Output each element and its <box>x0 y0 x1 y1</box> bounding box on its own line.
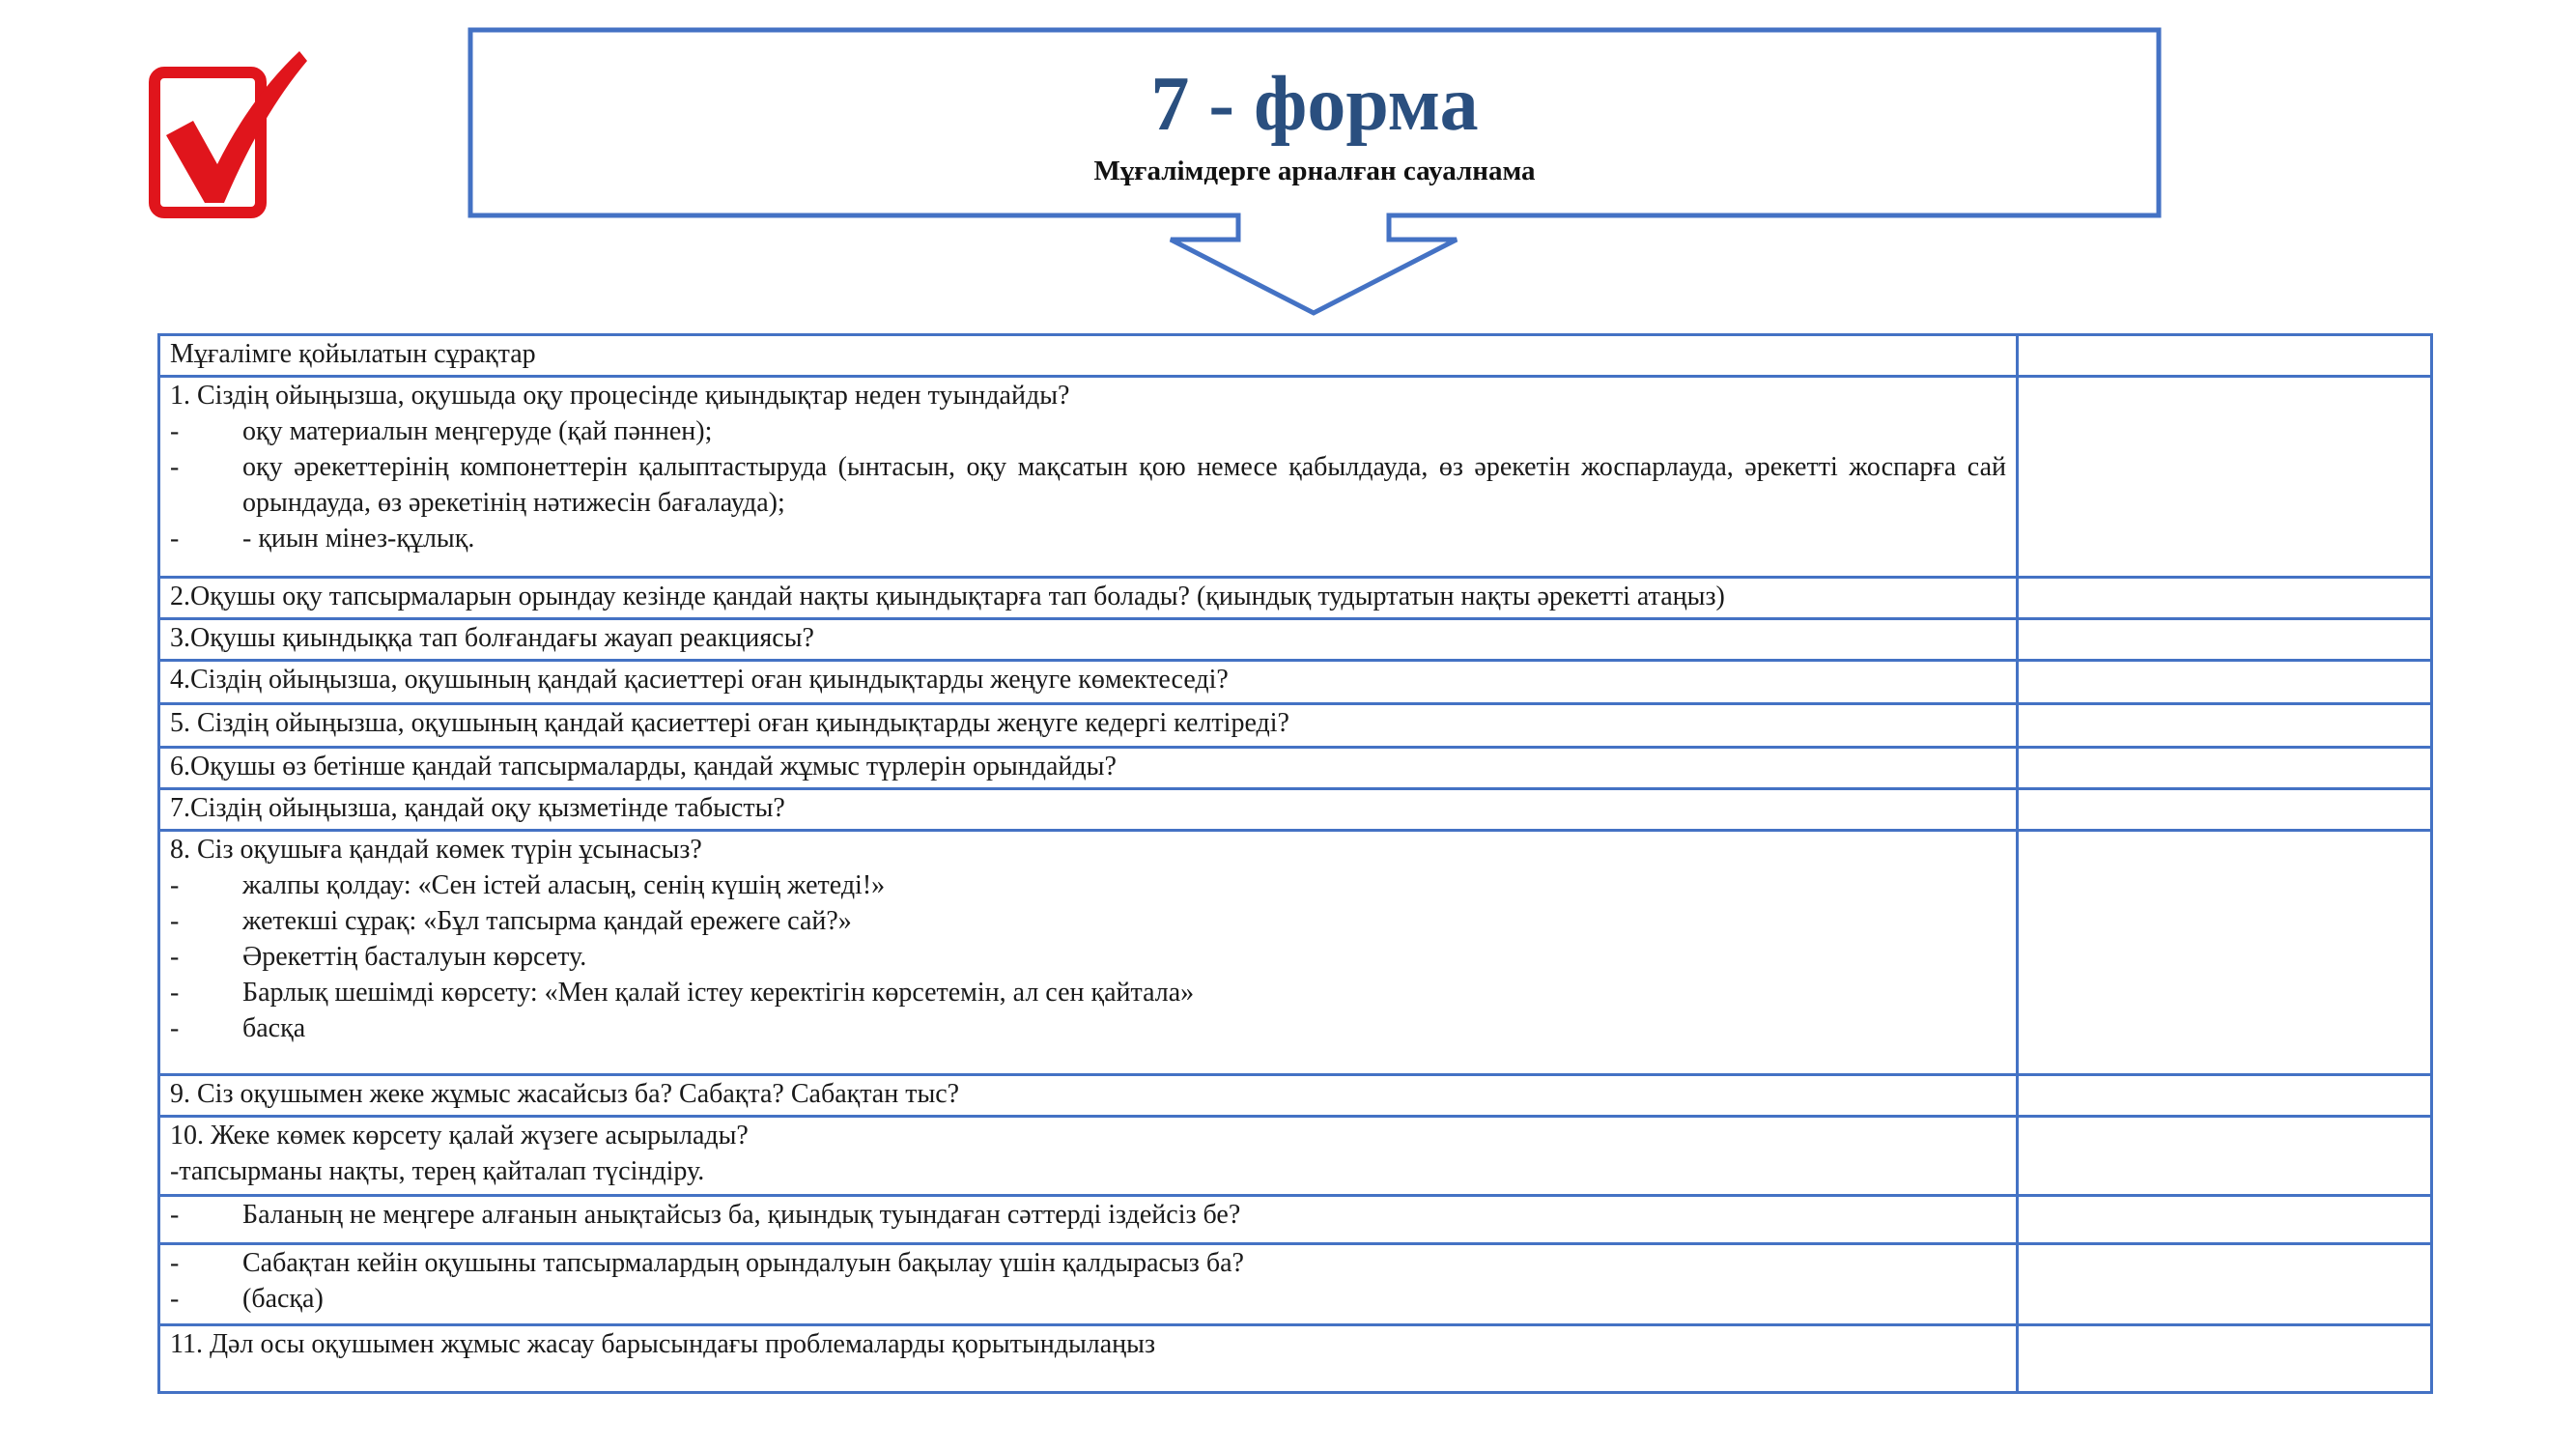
survey-table <box>157 333 2433 1394</box>
list-item: - жалпы қолдау: «Сен істей аласың, сенің күшің жетеді!» <box>170 870 886 900</box>
question-cell: 9. Сіз оқушымен жеке жұмыс жасайсыз ба? Сабақта? Сабақтан тыс? <box>159 1075 2018 1117</box>
question-cell <box>159 1244 2018 1325</box>
bullet-list <box>170 1245 2006 1317</box>
table-row <box>159 831 2432 1075</box>
list-item: - оқу материалын меңгеруде (қай пәннен); <box>170 416 713 446</box>
answer-cell[interactable] <box>2018 619 2432 661</box>
list-item: - Барлық шешімді көрсету: «Мен қалай істеу керектігін көрсетемін, ал сен қайтала» <box>170 978 1195 1008</box>
answer-cell[interactable] <box>2018 1117 2432 1196</box>
list-item: - Сабақтан кейін оқушыны тапсырмалардың орындалуын бақылау үшін қалдырасыз ба? <box>170 1248 1244 1278</box>
table-row <box>159 661 2432 704</box>
table-row <box>159 1244 2432 1325</box>
list-item: - - қиын мінез-құлық. <box>170 524 475 554</box>
answer-cell[interactable] <box>2018 661 2432 704</box>
question-cell: 3.Оқушы қиындыққа тап болғандағы жауап реакциясы? <box>159 619 2018 661</box>
bullet-list <box>170 1197 2006 1233</box>
list-item: - басқа <box>170 1013 306 1043</box>
list-item: - (басқа) <box>170 1284 324 1314</box>
answer-cell[interactable] <box>2018 1244 2432 1325</box>
list-item: - жетекші сұрақ: «Бұл тапсырма қандай ережеге сай?» <box>170 906 852 936</box>
question-text: 1. Сіздің ойыңызша, оқушыда оқу процесінде қиындықтар неден туындайды? <box>170 381 1070 411</box>
question-cell: 5. Сіздің ойыңызша, оқушының қандай қасиеттері оған қиындықтарды жеңуге кедергі келтіреді? <box>159 704 2018 748</box>
question-cell: 6.Оқушы өз бетінше қандай тапсырмаларды, қандай жұмыс түрлерін орындайды? <box>159 748 2018 789</box>
answer-cell[interactable] <box>2018 748 2432 789</box>
list-item: - Баланың не меңгере алғанын анықтайсыз ба, қиындық туындаған сәттерді іздейсіз бе? <box>170 1200 1241 1230</box>
answer-cell[interactable] <box>2018 1325 2432 1393</box>
question-cell <box>159 1117 2018 1196</box>
table-row <box>159 1196 2432 1244</box>
answer-cell[interactable] <box>2018 1196 2432 1244</box>
page-subtitle: Мұғалімдерге арналған сауалнама <box>1093 156 1536 186</box>
answer-cell[interactable] <box>2018 578 2432 619</box>
table-row <box>159 704 2432 748</box>
question-text: 10. Жеке көмек көрсету қалай жүзеге асырылады? <box>170 1121 749 1151</box>
question-cell <box>159 831 2018 1075</box>
checkmark-icon <box>145 43 309 227</box>
answer-cell[interactable] <box>2018 377 2432 578</box>
table-header-row <box>159 335 2432 377</box>
answer-cell[interactable] <box>2018 704 2432 748</box>
table-row <box>159 1117 2432 1196</box>
question-cell: 4.Сіздің ойыңызша, оқушының қандай қасиеттері оған қиындықтарды жеңуге көмектеседі? <box>159 661 2018 704</box>
table-row <box>159 619 2432 661</box>
answer-cell[interactable] <box>2018 831 2432 1075</box>
bullet-list <box>170 867 2006 1046</box>
question-cell: 11. Дәл осы оқушымен жұмыс жасау барысындағы проблемаларды қорытындылаңыз <box>159 1325 2018 1393</box>
answer-cell[interactable] <box>2018 335 2432 377</box>
answer-cell[interactable] <box>2018 789 2432 831</box>
title-banner <box>467 27 2162 317</box>
table-row <box>159 789 2432 831</box>
question-cell: 2.Оқушы оқу тапсырмаларын орындау кезінде қандай нақты қиындықтарға тап болады? (қиындық тудыртатын нақты әрекетті атаңыз) <box>159 578 2018 619</box>
table-row <box>159 748 2432 789</box>
bullet-list <box>170 413 2006 556</box>
page-title: 7 - форма <box>1150 62 1479 147</box>
question-cell <box>159 1196 2018 1244</box>
header-cell: Мұғалімге қойылатын сұрақтар <box>159 335 2018 377</box>
list-item: - оқу әрекеттерінің компонеттерін қалыптастыруда (ынтасын, оқу мақсатын қою немесе қабылдауда, өз әрекетін жоспарлауда, әрекетті жоспарға сай орындауда, өз әрекетінің нәтижесін бағалауда); <box>170 452 2006 518</box>
question-subtext: -тапсырманы нақты, терең қайталап түсіндіру. <box>170 1156 705 1186</box>
table-row <box>159 377 2432 578</box>
table-row <box>159 1325 2432 1393</box>
question-cell <box>159 377 2018 578</box>
answer-cell[interactable] <box>2018 1075 2432 1117</box>
list-item: - Әрекеттің басталуын көрсету. <box>170 942 587 972</box>
table-row <box>159 1075 2432 1117</box>
question-cell: 7.Сіздің ойыңызша, қандай оқу қызметінде табысты? <box>159 789 2018 831</box>
question-text: 8. Сіз оқушыға қандай көмек түрін ұсынасыз? <box>170 835 702 865</box>
table-row <box>159 578 2432 619</box>
